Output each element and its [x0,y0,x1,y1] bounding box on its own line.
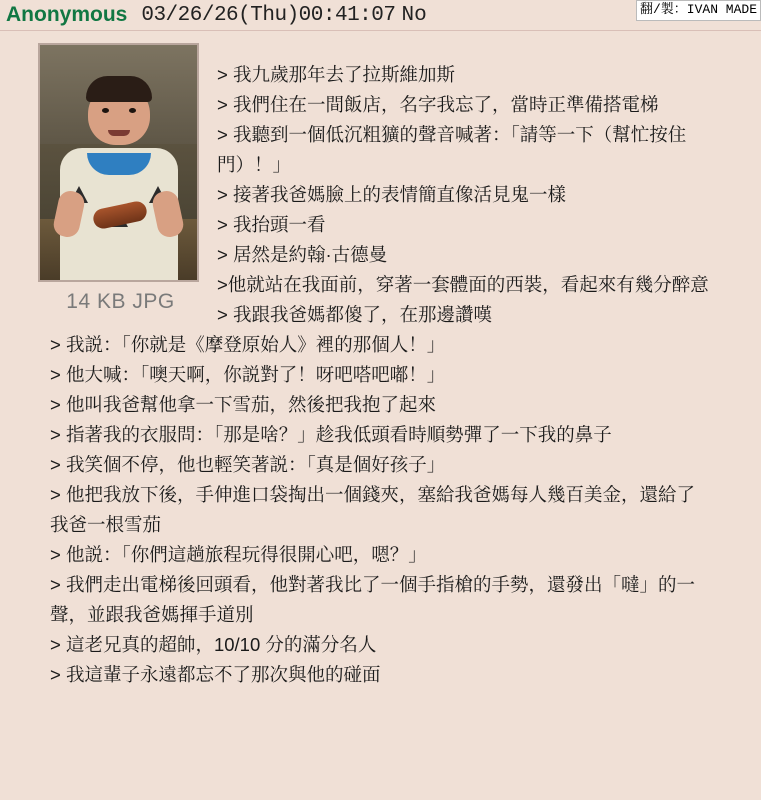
comment-line: > 我跟我爸媽都傻了，在那邊讚嘆 [217,303,492,325]
post-timestamp: 03/26/26(Thu)00:41:07 [141,3,396,27]
comment-line: > 我九歲那年去了拉斯維加斯 [217,63,455,85]
comment-line: > 我抬頭一看 [217,213,326,235]
comment-line: >他就站在我面前，穿著一套體面的西裝，看起來有幾分醉意 [217,273,709,295]
comment-line: > 我們走出電梯後回頭看，他對著我比了一個手指槍的手勢，還發出「噠」的一聲，並跟我爸媽揮手道別 [50,573,695,625]
file-thumbnail-block [38,43,203,314]
comment-line: > 接著我爸媽臉上的表情簡直像活見鬼一樣 [217,183,566,205]
comment-line: > 他大喊：「噢天啊，你説對了！呀吧嗒吧嘟！」 [50,363,446,385]
photo-character-mouth [108,130,130,136]
comment-line: > 我笑個不停，他也輕笑著説：「真是個好孩子」 [50,453,446,475]
comment-line: > 他把我放下後，手伸進口袋掏出一個錢夾，塞給我爸媽每人幾百美金，還給了我爸一根雪茄 [50,483,695,535]
comment-line: > 這老兄真的超帥，10/10 分的滿分名人 [50,633,377,655]
comment-line: > 居然是約翰·古德曼 [217,243,388,265]
post-image-thumbnail[interactable] [38,43,199,282]
comment-line: > 他叫我爸幫他拿一下雪茄，然後把我抱了起來 [50,393,436,415]
post-author-name: Anonymous [6,3,128,26]
post-header [0,0,761,31]
comment-line: > 我這輩子永遠都忘不了那次與他的碰面 [50,663,381,685]
post-number: No [401,3,427,27]
comment-line: > 指著我的衣服問：「那是啥？」趁我低頭看時順勢彈了一下我的鼻子 [50,423,612,445]
comment-line: > 我聽到一個低沉粗獷的聲音喊著：「請等一下（幫忙按住門）！」 [217,123,687,175]
file-size-label: 14 KB JPG [66,290,175,313]
comment-line: > 他説：「你們這趟旅程玩得很開心吧，嗯？」 [50,543,427,565]
comment-line: > 我説：「你就是《摩登原始人》裡的那個人！」 [50,333,446,355]
comment-line: > 我們住在一間飯店，名字我忘了，當時正準備搭電梯 [217,93,659,115]
photo-character-hair [86,76,152,102]
translator-credit-tag: 翻/製：IVAN MADE [636,0,761,21]
post-body [0,31,761,708]
